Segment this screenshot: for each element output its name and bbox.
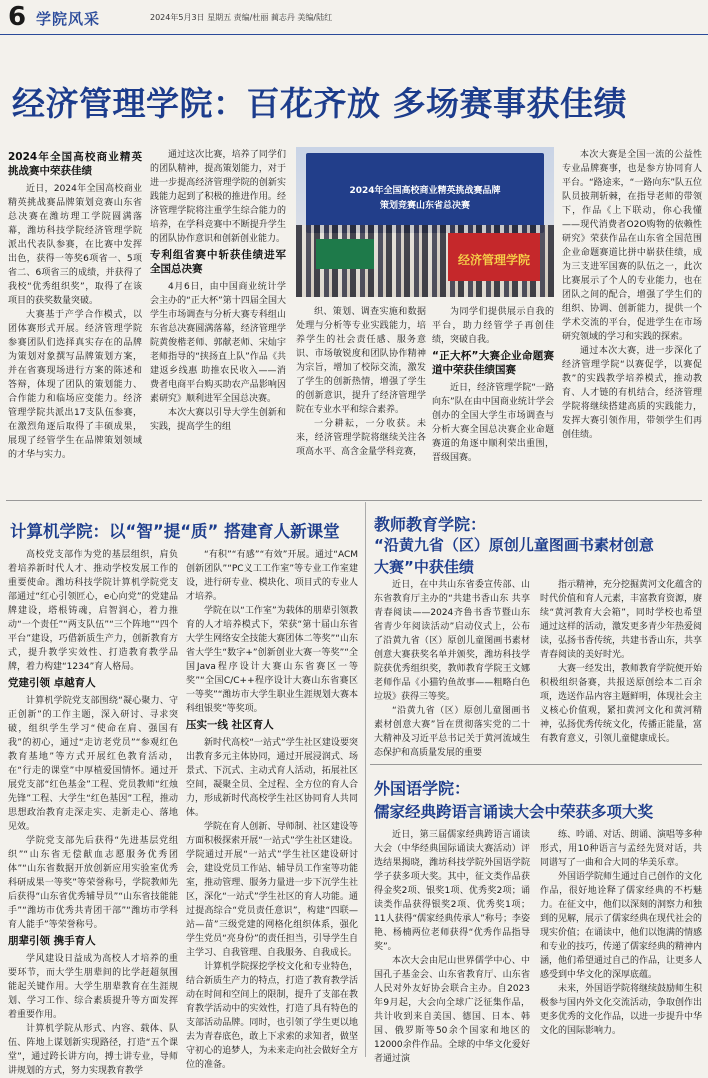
econ-paragraph: 通过这次比赛，培养了同学们的团队精神，提高策划能力，对于进一步提高经济管理学院的创新实践能力起到了积极的推进作用。经济管理学院将注重学生综合能力的培养，在学科竞赛中不断提升学生的团队协作意识和创新创业能力。 — [150, 150, 286, 244]
econ-paragraph: 大赛基于产学合作模式，以团体赛形式开展。经济管理学院参赛团队们选择真实存在的品牌为策划对象撰写品牌策划方案，并在省赛现场进行方案的陈述和答辩，体现了团队的策划能力、合作能力和临场应变能力。经济管理学院共派出17支队伍参赛，在激烈角逐后取得了丰硕成果，展现了经管学生在品牌策划领域的才华与实力。 — [8, 310, 142, 460]
econ-paragraph: 为同学们提供展示自我的平台，助力经管学子再创佳绩，突破自我。 — [432, 307, 554, 345]
econ-paragraph: 近日，经济管理学院“一路向东”队在由中国商业统计学会创办的全国大学生市场调查与分析大赛全国总决赛企业命题赛道的角逐中顺利荣出重围，晋级国赛。 — [432, 383, 554, 463]
cs-col-1 — [8, 548, 178, 1076]
edu-headline-line-3: 大赛”中获佳绩 — [374, 558, 474, 576]
econ-subhead-1: 2024年全国高校商业精英挑战赛中荣获佳绩 — [8, 151, 142, 177]
red-banner — [448, 233, 540, 281]
cs-subhead-1: 党建引领 卓越育人 — [8, 677, 96, 689]
cs-paragraph: 学院党支部先后获得“先进基层党组织”“山东省无偿献血志愿服务优秀团体”“山东省数据开放创新应用实验室优秀科研成果一等奖”等荣誉称号，学院教师先后获得“山东省优秀辅导员”“山东省技能能手”“潍坊市优秀共青团干部”“潍坊市学科育人能手”等荣誉称号。 — [8, 836, 178, 930]
event-photo — [296, 147, 554, 297]
red-banner-text: 经济管理学院 — [457, 253, 530, 267]
fl-paragraph: 未来，外国语学院将继续鼓励师生积极参与国内外文化交流活动，争取创作出更多优秀的文化作品，以进一步提升中华文化的国际影响力。 — [540, 984, 703, 1036]
green-banner — [316, 239, 374, 269]
cs-paragraph: 高校党支部作为党的基层组织，肩负着培养新时代人才、推动学校发展工作的重要使命。潍坊科技学院计算机学院党支部通过“红心引领匠心，e心向党”的党建品牌建设，塔根铸魂，启智润心，着力推动“一个责任”“两支队伍”“三个阵地”“四个平台”建设，巧借新质生产力，创新教育方式，提升教学实效性、打造教育教学品牌，着力构建“1234”育人格局。 — [8, 550, 178, 672]
edu-headline-line-1: 教师教育学院： — [374, 515, 487, 534]
econ-paragraph: 本次大赛是全国一流的公益性专业品牌赛事，也是参方协同育人平台。“路途来，“一路向东”队五位队员披荆斩棘，在指导老师的带领下，作品《上下联动，你心我懂——现代消费者O2O购物的依赖性研究》荣获作品在山东省全国范围企业命题赛道比拼中崭获佳绩，成为三支进军国赛的队伍之一，此次比赛展示了个人的专业能力，也在团队之间的配合，增强了学生们的组织、协调、创新能力，提供一个学术交流的平台，促进学生在市场研究领域的学习和实践的探索。 — [562, 150, 702, 342]
fl-paragraph: 近日，第三届儒家经典跨语言诵读大会（中华经典国际诵读大赛活动）评选结果揭晓，潍坊科技学院外国语学院学子获多项大奖。其中，征文类作品获得金奖2项、银奖1项、优秀奖2项；诵读类作品获得银奖2项、优秀奖1项；11人获得“儒家经典传承人”称号；李姿艳、杨楠两位老师获得“优秀作品指导奖”。 — [374, 830, 530, 952]
masthead — [0, 0, 708, 35]
main-headline: 经济管理学院：百花齐放 多场赛事获佳绩 — [12, 84, 627, 123]
fl-paragraph: 外国语学院师生通过自己创作的文化作品，很好地诠释了儒家经典的不朽魅力。在征文中，他们以深刻的洞察力和独到的见解，展示了儒家经典在现代社会的现实价值；在诵读中，他们以饱满的情感和专业的技巧，传递了儒家经典的精神内涵，他们希望通过自己的作品，让更多人感受到中华文化的深厚底蕴。 — [540, 872, 703, 980]
issue-meta: 2024年5月3日 星期五 责编/杜丽 蔺志丹 美编/陆红 — [150, 13, 333, 22]
econ-paragraph: 一分耕耘，一分收获。未来，经济管理学院将继续关注各项高水平、高含金量学科竞赛， — [296, 419, 426, 457]
econ-paragraph: 近日，2024年全国高校商业精英挑战赛品牌策划竞赛山东省总决赛在潍坊理工学院圆满落幕，潍坊科技学院经济管理学院派出代表队参赛，在比赛中发挥出色，获得一等奖6项省一、5项省二、6项省三的成绩，并获得了我校“优秀组织奖”，取得了在该项目的获奖数量突破。 — [8, 184, 142, 306]
econ-subhead-2: 专利组省赛中斩获佳绩进军全国总决赛 — [150, 249, 286, 275]
edu-headline-line-2: “沿黄九省（区）原创儿童图画书素材创意 — [374, 536, 654, 554]
fl-col-2 — [540, 828, 702, 1058]
econ-paragraph: 4月6日，由中国商业统计学会主办的“正大杯”第十四届全国大学生市场调查与分析大赛专科组山东省总决赛圆满落幕，经济管理学院黄俊楷老师、郭献老师、宋灿宇老师指导的“挟扬直上队”作品《共建返乡线惠 助推农民收入——消费者电商平台购买助农产品影响因素研究》顺利进军全国总决赛。 — [150, 282, 286, 404]
fl-headline-line-1: 外国语学院： — [374, 779, 471, 798]
edu-paragraph: “沿黄九省（区）原创儿童图画书素材创意大赛”旨在贯彻落实党的二十大精神及习近平总书记关于黄河流域生态保护和高质量发展的重要 — [374, 706, 530, 758]
edu-paragraph: 大赛一经发出，教师教育学院便开始积极组织备赛，共报送原创绘本二百余项，选送作品内容主题鲜明，体现社会主义核心价值观，紧扣黄河文化和黄河精神，弘扬优秀传统文化，传播正能量，富有教育意义，引领儿童健康成长。 — [540, 664, 703, 744]
econ-paragraph: 通过本次大赛，进一步深化了经济管理学院“以赛促学，以赛促教”的实践教学培养模式，推动教育、人才链的有机结合，经济管理学院将继续搭建高质的实践能力，发挥大赛引领作用，带领学生们再创佳绩。 — [562, 346, 702, 440]
cs-col-2 — [186, 548, 358, 1070]
cs-paragraph: 学院在育人创新、导师制、社区建设等方面积极探索开展“一站式”学生社区建设。学院通过开展“一站式”学生社区建设研讨会，建设党员工作站、辅导员工作室等功能室，推动管理、服务力量进一步下沉学生社区，深化“一站式”学生社区的育人功能。通过提高综合“党员责任意识”，构建“四联—站—苗”三级党建的网格化组织体系，强化学生党员“亮身份”的责任担当，引导学生自主学习、自我管理、自我服务、自我成长。 — [186, 822, 358, 958]
econ-paragraph: 织、策划、调查实施和数据处理与分析等专业实践能力，培养学生的社会责任感、服务意识、市场敏锐度和团队协作精神为宗旨，增加了校际交流，激发了学生的创新热情，增强了学生的创新意识，提升了经济管理学院在专业水平和综合素养。 — [296, 307, 426, 415]
cs-paragraph: 计算机学院党支部围绕“凝心聚力、守正创新”的工作主题，深入研讨、寻求突破，组织学生学习“使命在肩、强国有我”的初心，通过“走访老党员”“参观红色教育基地”等方式开展红色教育活动，在“行走的课堂”中厚植爱国情怀。通过开展党支部“红色基金”工程、党员教师“红烛先锋”工程、大学生“红色基因”工程，推动思想政治教育走深走实、走新走心、落地见效。 — [8, 696, 178, 832]
cs-paragraph: 学院在以“工作室”为载体的朋辈引领教育的人才培养模式下，荣获“第十届山东省大学生网络安全技能大赛团体二等奖”“山东省大学生“数字+”创新创业大赛一等奖”“全国Java程序设计大赛山东省赛区一等奖”“全国C/C++程序设计大赛山东省赛区一等奖”“潍坊市大学生职业生涯规划大赛本科组银奖”等奖项。 — [186, 606, 358, 714]
cs-headline: 计算机学院：以“智”提“质” 搭建育人新课堂 — [10, 522, 340, 541]
fl-col-1 — [374, 828, 530, 1064]
cs-paragraph: 计算机学院从形式、内容、载体、队伍、阵地上谋划新实现路径，打造“五个课堂”，通过跨长讲方向，搏士讲专业，导师讲规划的方式，努力实现教育教学 — [8, 1024, 178, 1076]
cs-paragraph: 计算机学院探挖学校文化和专业特色，结合新质生产力的特点，打造了教育教学活动在时间和空间上的限制，提升了支部在教育教学活动中的实效性，打造了具有特色的支部活动品牌。同时，也引领了学生更以地去为青春底色，敢上下求索的求知者，做坚守初心的追梦人，为未来走向社会做好全方位的准备。 — [186, 962, 358, 1070]
econ-col-3 — [296, 305, 426, 493]
fl-paragraph: 本次大会由尼山世界儒学中心、中国孔子基金会、山东省教育厅、山东省人民对外友好协会联合主办。自2023年9月起，大会向全球广泛征集作品，共计收到来自美国、德国、日本、韩国、俄罗斯等50余个国家和地区的12000余件作品。全球的中华文化爱好者通过演 — [374, 956, 530, 1064]
edu-paragraph: 近日，在中共山东省委宣传部、山东省教育厅主办的“共建书香山东 共享青春阅读——2024齐鲁书香节暨山东省青少年阅读活动”启动仪式上，公布了沿黄九省（区）原创儿童图画书素材创意大赛获奖名单并颁奖，潍坊科技学院获优秀组织奖，教师教育学院王文娜老师作品《小猫钓鱼故事——粗略白色垃圾》获得三等奖。 — [374, 580, 530, 702]
econ-col-1 — [8, 148, 142, 493]
cs-paragraph: 学风建设日益成为高校人才培养的重要环节，而大学生朋辈间的比学赶超氛围能起关键作用。大学生朋辈教育在生涯规划、学习工作、综合素质提升等方面发挥着重要作用。 — [8, 954, 178, 1020]
edu-col-2 — [540, 578, 702, 756]
econ-col-5 — [562, 148, 702, 493]
fl-headline-line-2: 儒家经典跨语言诵读大会中荣获多项大奖 — [374, 803, 654, 821]
edu-paragraph: 指示精神，充分挖掘黄河文化蕴含的时代价值和育人元素，丰富教育资源，赓续“黄河教育大会箱”，同时学校也希望通过这样的活动，激发更多青少年热爱阅读，弘扬书香传统，共建书香山东，共享青春阅读的美好时光。 — [540, 580, 703, 660]
cs-paragraph: “有积”“有感”“有效”开展。通过“ACM创新团队”“PC义工工作室”等专业工作室建设，进行研专业、模块化、项目式的专业人才培养。 — [186, 550, 358, 602]
page-number: 6 — [8, 2, 27, 32]
econ-paragraph: 本次大赛以引导大学生创新和实践，提高学生的组 — [150, 408, 286, 432]
fl-paragraph: 练、吟诵、对话、朗诵、演唱等多种形式，用10种语言与孟经先贤对话，共同谱写了一曲和合大同的华美乐章。 — [540, 830, 703, 868]
econ-col-2 — [150, 148, 286, 493]
econ-col-4 — [432, 305, 554, 493]
cs-subhead-3: 压实一线 社区育人 — [186, 719, 274, 731]
section-name: 学院风采 — [36, 10, 101, 28]
section-divider — [370, 764, 702, 765]
stage-backdrop — [306, 153, 544, 233]
econ-subhead-3: “正大杯”大赛企业命题赛道中荣获佳绩国赛 — [432, 350, 554, 376]
backdrop-text-2: 策划竞赛山东省总决赛 — [379, 201, 470, 211]
section-divider — [6, 500, 702, 501]
edu-col-1 — [374, 578, 530, 756]
cs-paragraph: 新时代高校“一站式”学生社区建设要突出教育多元主体协同，通过开展浸润式、场景式、下沉式、主动式育人活动，拓展社区空间，凝聚全员、全过程、全方位的育人合力，形成新时代高校学生社区协同育人共同体。 — [186, 738, 358, 818]
backdrop-text-1: 2024年全国高校商业精英挑战赛品牌 — [349, 186, 501, 196]
column-divider — [365, 502, 366, 1057]
cs-subhead-2: 朋辈引领 携手育人 — [8, 935, 96, 947]
